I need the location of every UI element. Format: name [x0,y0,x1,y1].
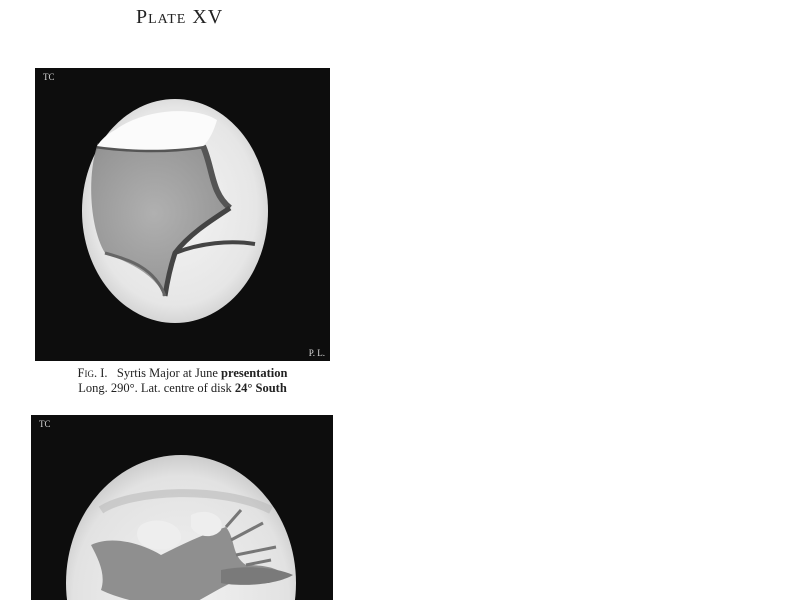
caption-line-2-text: Long. 290°. Lat. centre of disk [78,381,235,395]
figure-1-illustration [35,68,330,361]
mars-disk-drawing-1 [35,68,330,361]
caption-line-2 [35,381,330,396]
corner-mark-right: P. L. [308,348,325,358]
mars-disk-drawing-2 [31,415,333,600]
caption-line-1-bold: presentation [221,366,288,380]
figure-1-caption [35,366,330,396]
caption-line-1 [35,366,330,381]
figure-label: Fig. I. [77,366,108,380]
corner-mark-left: TC [43,72,55,82]
figure-2-illustration [31,415,333,600]
caption-line-2-bold: 24° South [234,381,287,395]
corner-mark-left: TC [39,419,51,429]
polar-cap [97,111,217,150]
caption-line-1-text: Syrtis Major at June [116,366,222,380]
plate-title: Plate XV [136,6,224,28]
